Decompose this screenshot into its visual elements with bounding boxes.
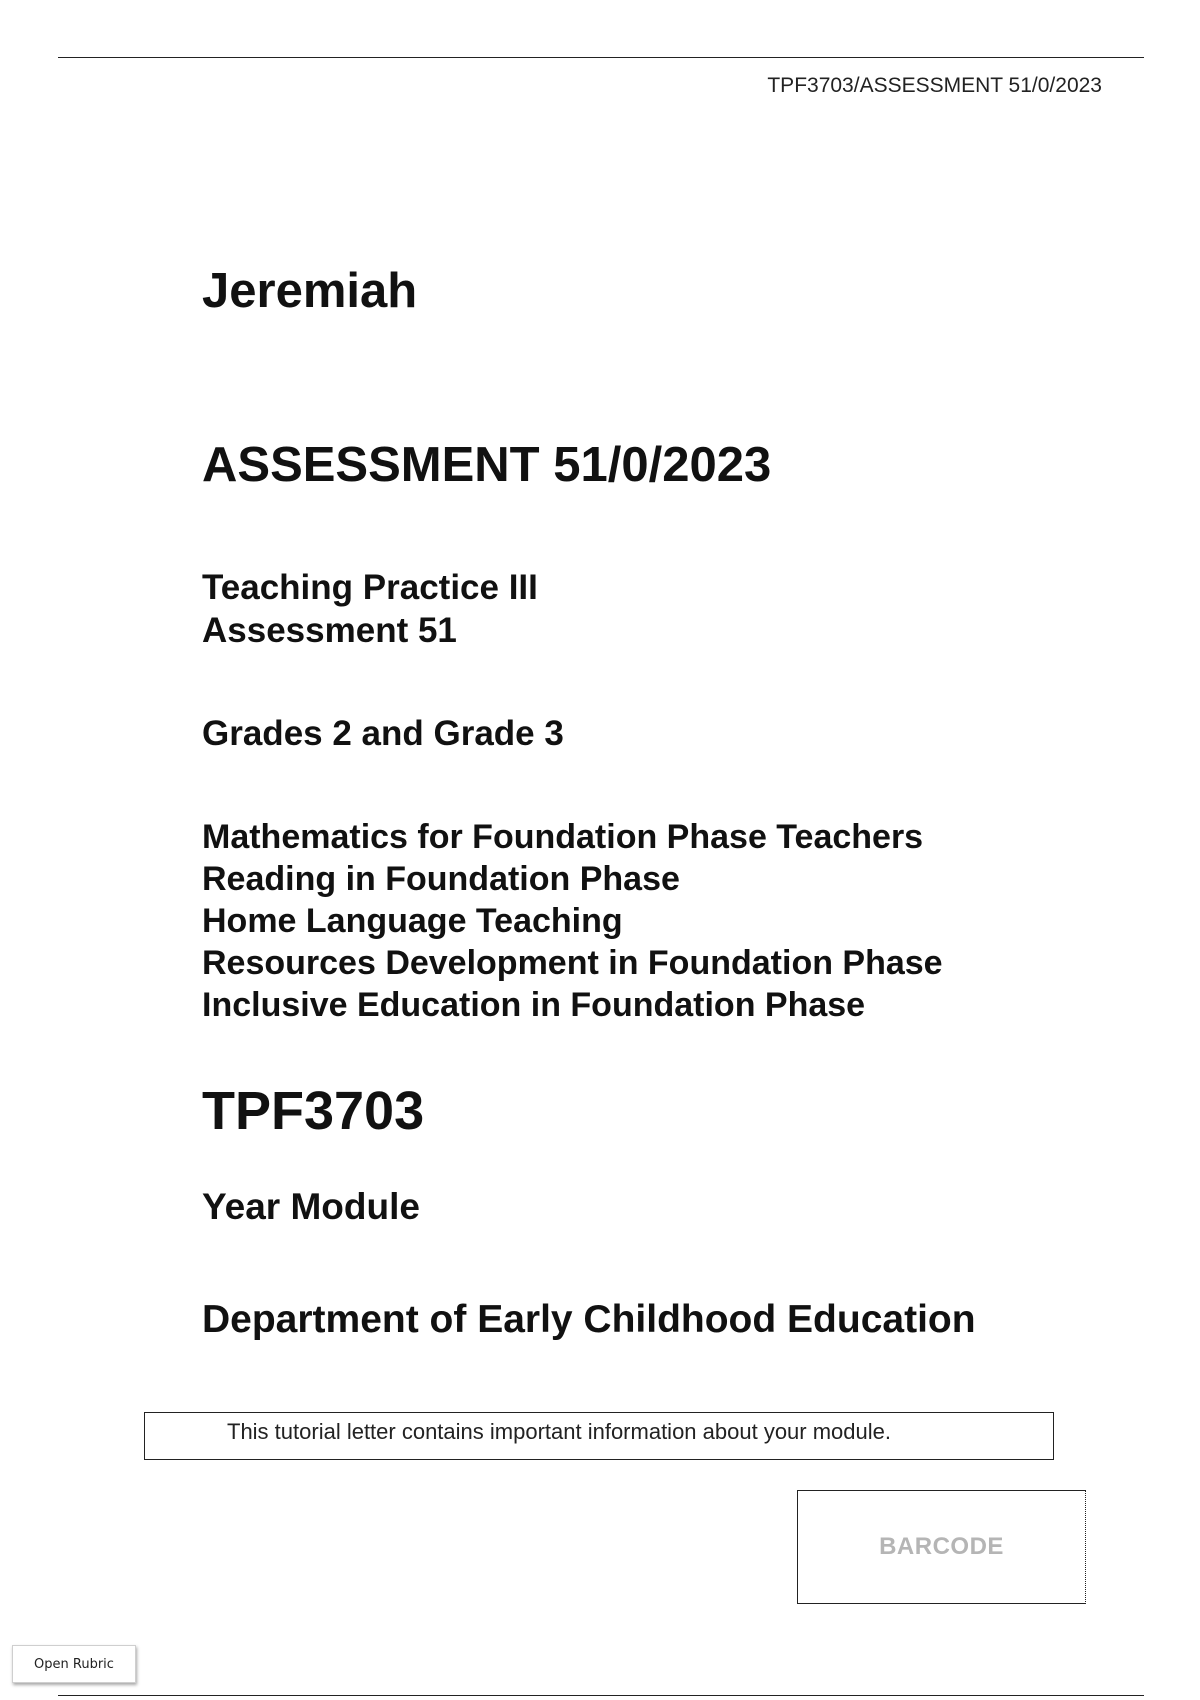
subject-item: Home Language Teaching <box>202 902 623 940</box>
subject-item: Reading in Foundation Phase <box>202 860 680 898</box>
subject-item: Inclusive Education in Foundation Phase <box>202 986 866 1024</box>
module-type: Year Module <box>202 1186 420 1227</box>
module-code: TPF3703 <box>202 1081 425 1141</box>
notice-text: This tutorial letter contains important information about your module. <box>227 1419 891 1444</box>
author-name: Jeremiah <box>202 264 418 318</box>
barcode-label: BARCODE <box>879 1533 1004 1560</box>
document-reference: TPF3703/ASSESSMENT 51/0/2023 <box>767 74 1102 97</box>
grades-line: Grades 2 and Grade 3 <box>202 714 564 753</box>
top-divider <box>58 57 1144 58</box>
subject-item: Mathematics for Foundation Phase Teachers <box>202 818 924 856</box>
course-title-line: Teaching Practice III <box>202 568 538 607</box>
notice-box <box>144 1412 1054 1460</box>
course-title-line: Assessment 51 <box>202 611 457 650</box>
subjects-list <box>202 816 943 1026</box>
barcode-placeholder <box>797 1490 1086 1604</box>
assessment-title: ASSESSMENT 51/0/2023 <box>202 438 772 492</box>
bottom-divider <box>58 1695 1144 1696</box>
subject-item: Resources Development in Foundation Phase <box>202 944 943 982</box>
open-rubric-button[interactable]: Open Rubric <box>12 1645 136 1683</box>
course-title <box>202 566 538 652</box>
department-name: Department of Early Childhood Education <box>202 1298 976 1341</box>
